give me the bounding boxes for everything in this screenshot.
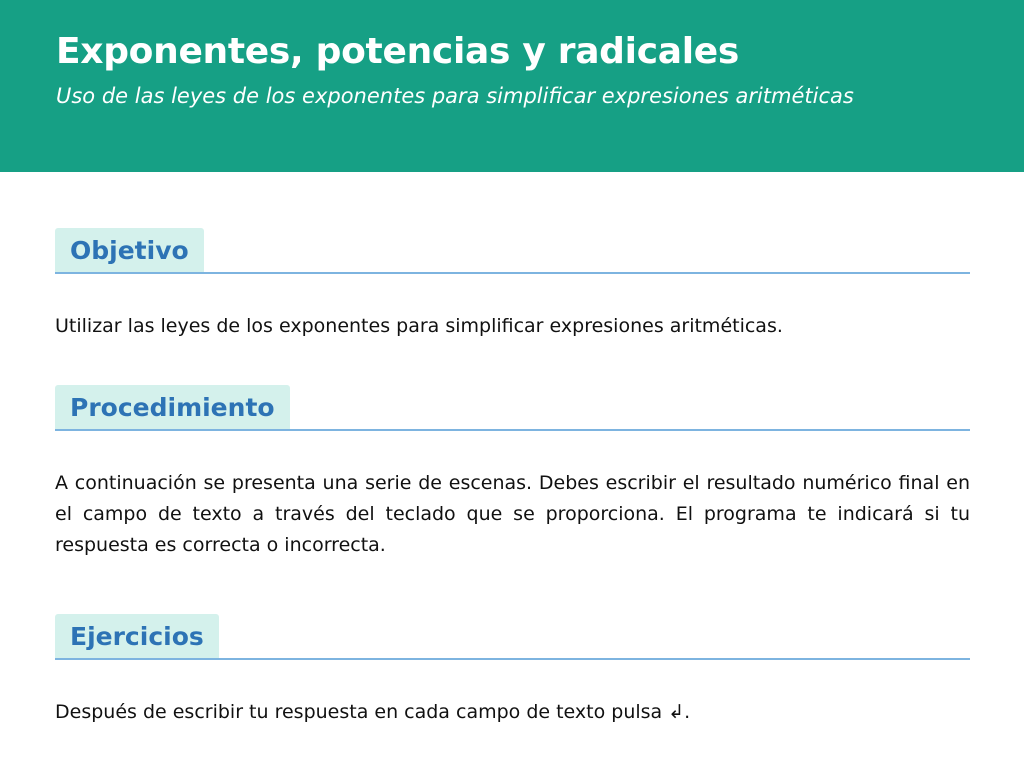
section-text: Utilizar las leyes de los exponentes para simplificar expresiones aritméticas. [55,315,783,337]
page-subtitle: Uso de las leyes de los exponentes para simplificar expresiones aritméticas [56,84,854,108]
section-text: A continuación se presenta una serie de escenas. Debes escribir el resultado numérico final en el campo de texto a través del teclado que se proporciona. El programa te indicará si tu respuesta es correcta o incorrecta. [55,472,970,556]
section-heading-label: Ejercicios [55,614,219,658]
section-objetivo [55,228,970,342]
section-heading [55,385,970,431]
page-title: Exponentes, potencias y radicales [56,31,740,72]
section-heading [55,614,970,660]
page-header [0,0,1024,172]
section-heading-label: Procedimiento [55,385,290,429]
section-text: Después de escribir tu respuesta en cada campo de texto pulsa ↲. [55,701,691,723]
section-procedimiento [55,385,970,561]
section-heading [55,228,970,274]
main-content [55,228,970,728]
section-ejercicios [55,614,970,728]
section-heading-label: Objetivo [55,228,204,272]
